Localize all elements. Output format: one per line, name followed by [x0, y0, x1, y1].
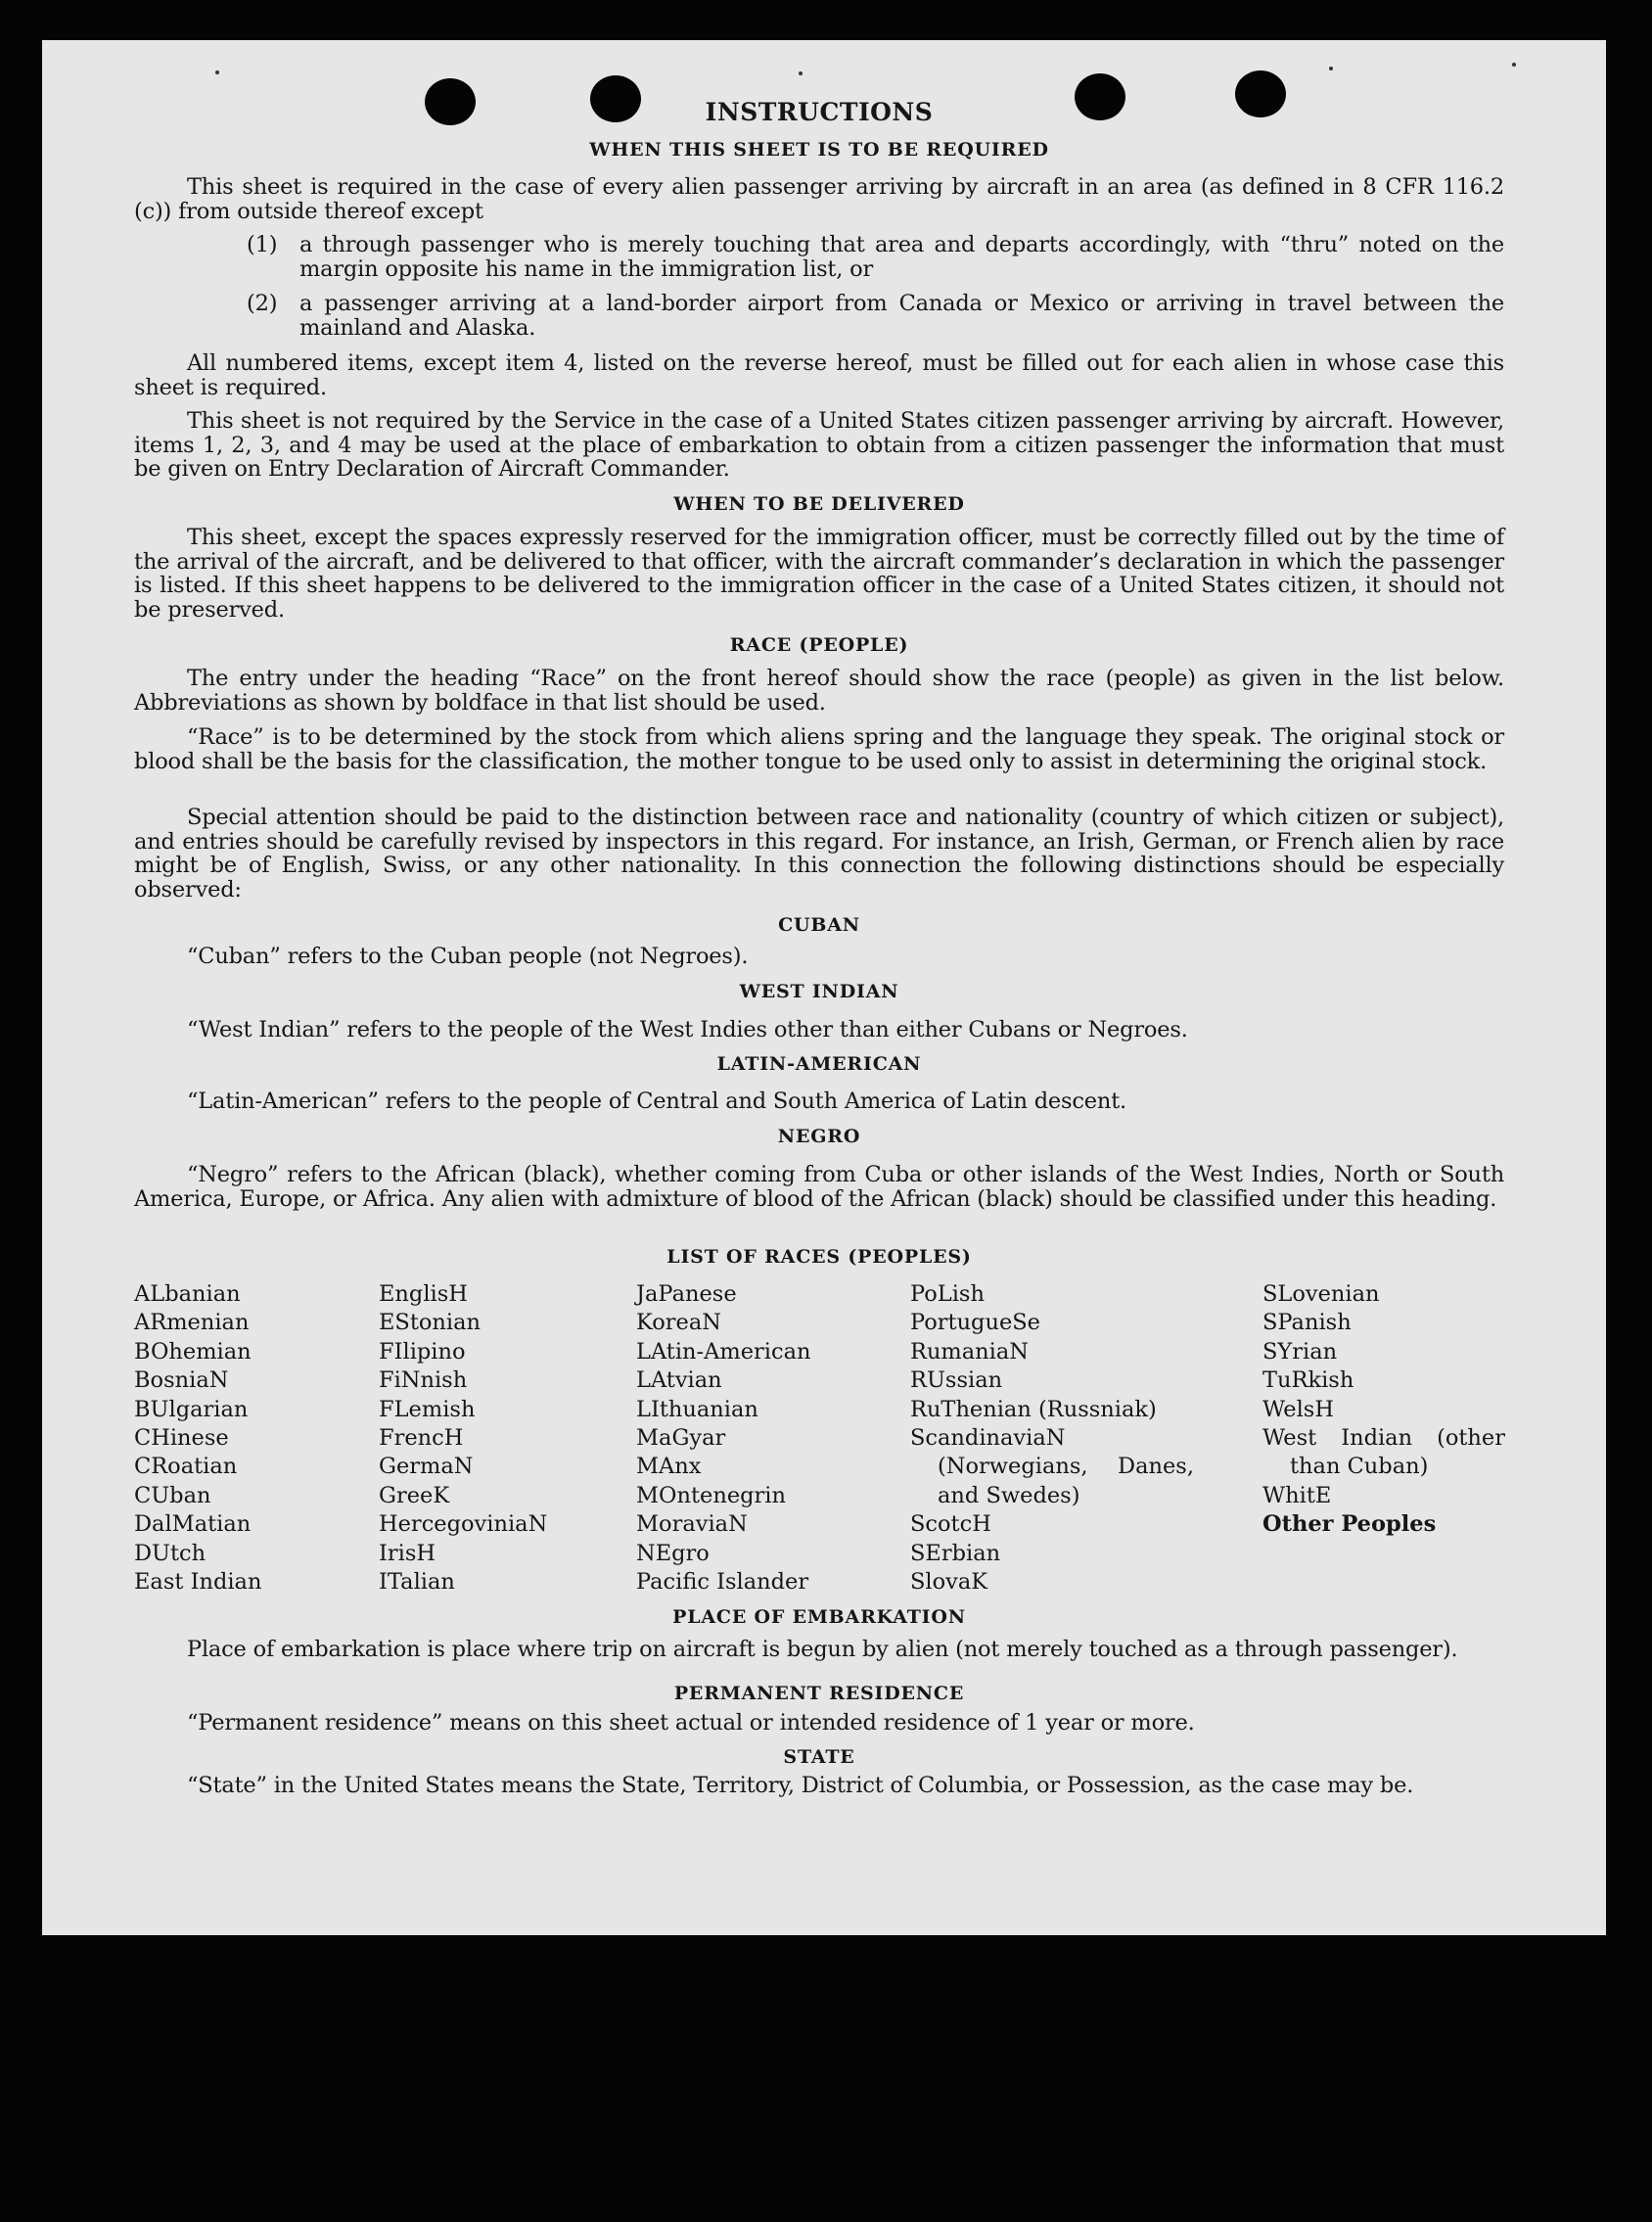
- race-entry: LIthuanian: [636, 1396, 758, 1422]
- race-entry: TuRkish: [1262, 1367, 1354, 1394]
- race-entry: CRoatian: [134, 1454, 238, 1480]
- paragraph: “Latin-American” refers to the people of Central and South America of Latin descent.: [187, 1088, 1126, 1114]
- section-heading: WHEN THIS SHEET IS TO BE REQUIRED: [589, 139, 1049, 161]
- speck: [1512, 63, 1516, 67]
- paragraph: “Race” is to be determined by the stock from which aliens spring and the language they speak. The original stock or blood shall be the basis for the classification, the mother tongue to be used only to assist in determining the original stock.: [134, 724, 1504, 774]
- paragraph: “Permanent residence” means on this sheet actual or intended residence of 1 year or more.: [187, 1710, 1195, 1736]
- paragraph: “Cuban” refers to the Cuban people (not Negroes).: [187, 944, 749, 969]
- race-entry: ScotcH: [910, 1511, 991, 1538]
- race-entry: BosniaN: [134, 1367, 229, 1394]
- section-heading: NEGRO: [777, 1126, 861, 1147]
- race-entry: MOntenegrin: [636, 1482, 786, 1508]
- race-entry: Other Peoples: [1262, 1511, 1437, 1538]
- paragraph: All numbered items, except item 4, listed on the reverse hereof, must be filled out for each alien in whose case this sheet is required.: [134, 350, 1504, 400]
- race-entry: FiNnish: [379, 1367, 468, 1394]
- race-entry: SPanish: [1262, 1310, 1352, 1336]
- race-entry: JaPanese: [636, 1281, 737, 1307]
- speck: [799, 71, 803, 75]
- race-entry: FLemish: [379, 1396, 476, 1422]
- paragraph: This sheet is required in the case of every alien passenger arriving by aircraft in an area (as defined in 8 CFR 116.2 (c)) from outside thereof except: [134, 174, 1504, 224]
- race-entry: BOhemian: [134, 1338, 252, 1365]
- document-title: INSTRUCTIONS: [705, 98, 934, 126]
- race-entry: RuThenian (Russniak): [910, 1396, 1157, 1422]
- race-entry: CHinese: [134, 1425, 229, 1452]
- race-entry: IrisH: [379, 1540, 436, 1566]
- race-entry: ALbanian: [134, 1281, 241, 1307]
- race-entry: HercegoviniaN: [379, 1511, 548, 1538]
- list-item: [247, 233, 1504, 281]
- race-entry: SLovenian: [1262, 1281, 1380, 1307]
- speck: [1329, 67, 1333, 70]
- paragraph: Special attention should be paid to the distinction between race and nationality (country of which citizen or subject), and entries should be carefully revised by inspectors in this regard. For instance, an Irish, German, or French alien by race might be of English, Swiss, or any other nationality. In this connection the following distinctions should be especially observed:: [134, 805, 1504, 903]
- section-heading: LIST OF RACES (PEOPLES): [666, 1246, 972, 1268]
- race-entry: East Indian: [134, 1569, 262, 1596]
- race-entry: RumaniaN: [910, 1338, 1029, 1365]
- race-entry: LAtvian: [636, 1367, 722, 1394]
- race-entry: PoLish: [910, 1281, 985, 1307]
- race-entry: SErbian: [910, 1540, 1001, 1566]
- race-column: [134, 1280, 369, 1597]
- race-column: [379, 1280, 623, 1597]
- race-entry: CUban: [134, 1482, 211, 1508]
- race-entry: FrencH: [379, 1425, 464, 1452]
- item-text: a passenger arriving at a land-border airport from Canada or Mexico or arriving in travel between the mainland and Alaska.: [299, 291, 1504, 341]
- section-heading: PLACE OF EMBARKATION: [672, 1606, 966, 1628]
- paragraph: Place of embarkation is place where trip on aircraft is begun by alien (not merely touched as a through passenger).: [187, 1637, 1458, 1662]
- race-entry: Pacific Islander: [636, 1569, 809, 1596]
- section-heading: PERMANENT RESIDENCE: [673, 1683, 965, 1704]
- section-heading: WEST INDIAN: [739, 981, 899, 1002]
- race-entry: SYrian: [1262, 1338, 1338, 1365]
- race-entry: NEgro: [636, 1540, 710, 1566]
- race-column: [636, 1280, 900, 1597]
- race-entry: BUlgarian: [134, 1396, 249, 1422]
- speck: [215, 70, 219, 74]
- race-column: [1262, 1280, 1505, 1540]
- race-entry: DalMatian: [134, 1511, 252, 1538]
- race-entry: EStonian: [379, 1310, 482, 1336]
- race-entry: DUtch: [134, 1540, 206, 1566]
- race-entry: PortugueSe: [910, 1310, 1041, 1336]
- race-entry: West Indian (other than Cuban): [1262, 1425, 1505, 1480]
- race-entry: ARmenian: [134, 1310, 250, 1336]
- section-heading: STATE: [783, 1746, 855, 1768]
- paragraph: “West Indian” refers to the people of the West Indies other than either Cubans or Negroes.: [187, 1017, 1188, 1042]
- race-entry: MAnx: [636, 1454, 702, 1480]
- paragraph: “Negro” refers to the African (black), whether coming from Cuba or other islands of the West Indies, North or South America, Europe, or Africa. Any alien with admixture of blood of the African (black) should be classified under this heading.: [134, 1162, 1504, 1212]
- item-number: (2): [247, 291, 278, 316]
- race-entry: FIlipino: [379, 1338, 466, 1365]
- item-number: (1): [247, 232, 278, 257]
- race-entry: MoraviaN: [636, 1511, 748, 1538]
- section-heading: WHEN TO BE DELIVERED: [673, 493, 965, 515]
- race-entry: ScandinaviaN (Norwegians, Danes, and Swedes): [910, 1425, 1194, 1508]
- race-entry: MaGyar: [636, 1425, 726, 1452]
- section-heading: CUBAN: [778, 914, 860, 936]
- race-entry: WhitE: [1262, 1482, 1332, 1508]
- race-column: [910, 1280, 1194, 1597]
- race-entry: EnglisH: [379, 1281, 468, 1307]
- paragraph: This sheet, except the spaces expressly reserved for the immigration officer, must be correctly filled out by the time of the arrival of the aircraft, and be delivered to that officer, with the aircraft commander’s declaration in which the passenger is listed. If this sheet happens to be delivered to the immigration officer in the case of a United States citizen, it should not be preserved.: [134, 525, 1504, 623]
- race-entry: SlovaK: [910, 1569, 988, 1596]
- list-item: [247, 292, 1504, 340]
- race-entry: WelsH: [1262, 1396, 1334, 1422]
- race-entry: ITalian: [379, 1569, 455, 1596]
- race-entry: KoreaN: [636, 1310, 721, 1336]
- race-entry: LAtin-American: [636, 1338, 811, 1365]
- paragraph: This sheet is not required by the Service in the case of a United States citizen passenger arriving by aircraft. However, items 1, 2, 3, and 4 may be used at the place of embarkation to obtain from a citizen passenger the information that must be given on Entry Declaration of Aircraft Commander.: [134, 408, 1504, 483]
- race-entry: GreeK: [379, 1482, 450, 1508]
- race-entry: GermaN: [379, 1454, 474, 1480]
- section-heading: RACE (PEOPLE): [729, 634, 909, 656]
- paragraph: The entry under the heading “Race” on the front hereof should show the race (people) as given in the list below. Abbreviations as shown by boldface in that list should be used.: [134, 666, 1504, 716]
- item-text: a through passenger who is merely touching that area and departs accordingly, with “thru” noted on the margin opposite his name in the immigration list, or: [299, 232, 1504, 282]
- paragraph: “State” in the United States means the State, Territory, District of Columbia, or Possession, as the case may be.: [187, 1773, 1414, 1798]
- section-heading: LATIN-AMERICAN: [716, 1053, 922, 1075]
- race-entry: RUssian: [910, 1367, 1003, 1394]
